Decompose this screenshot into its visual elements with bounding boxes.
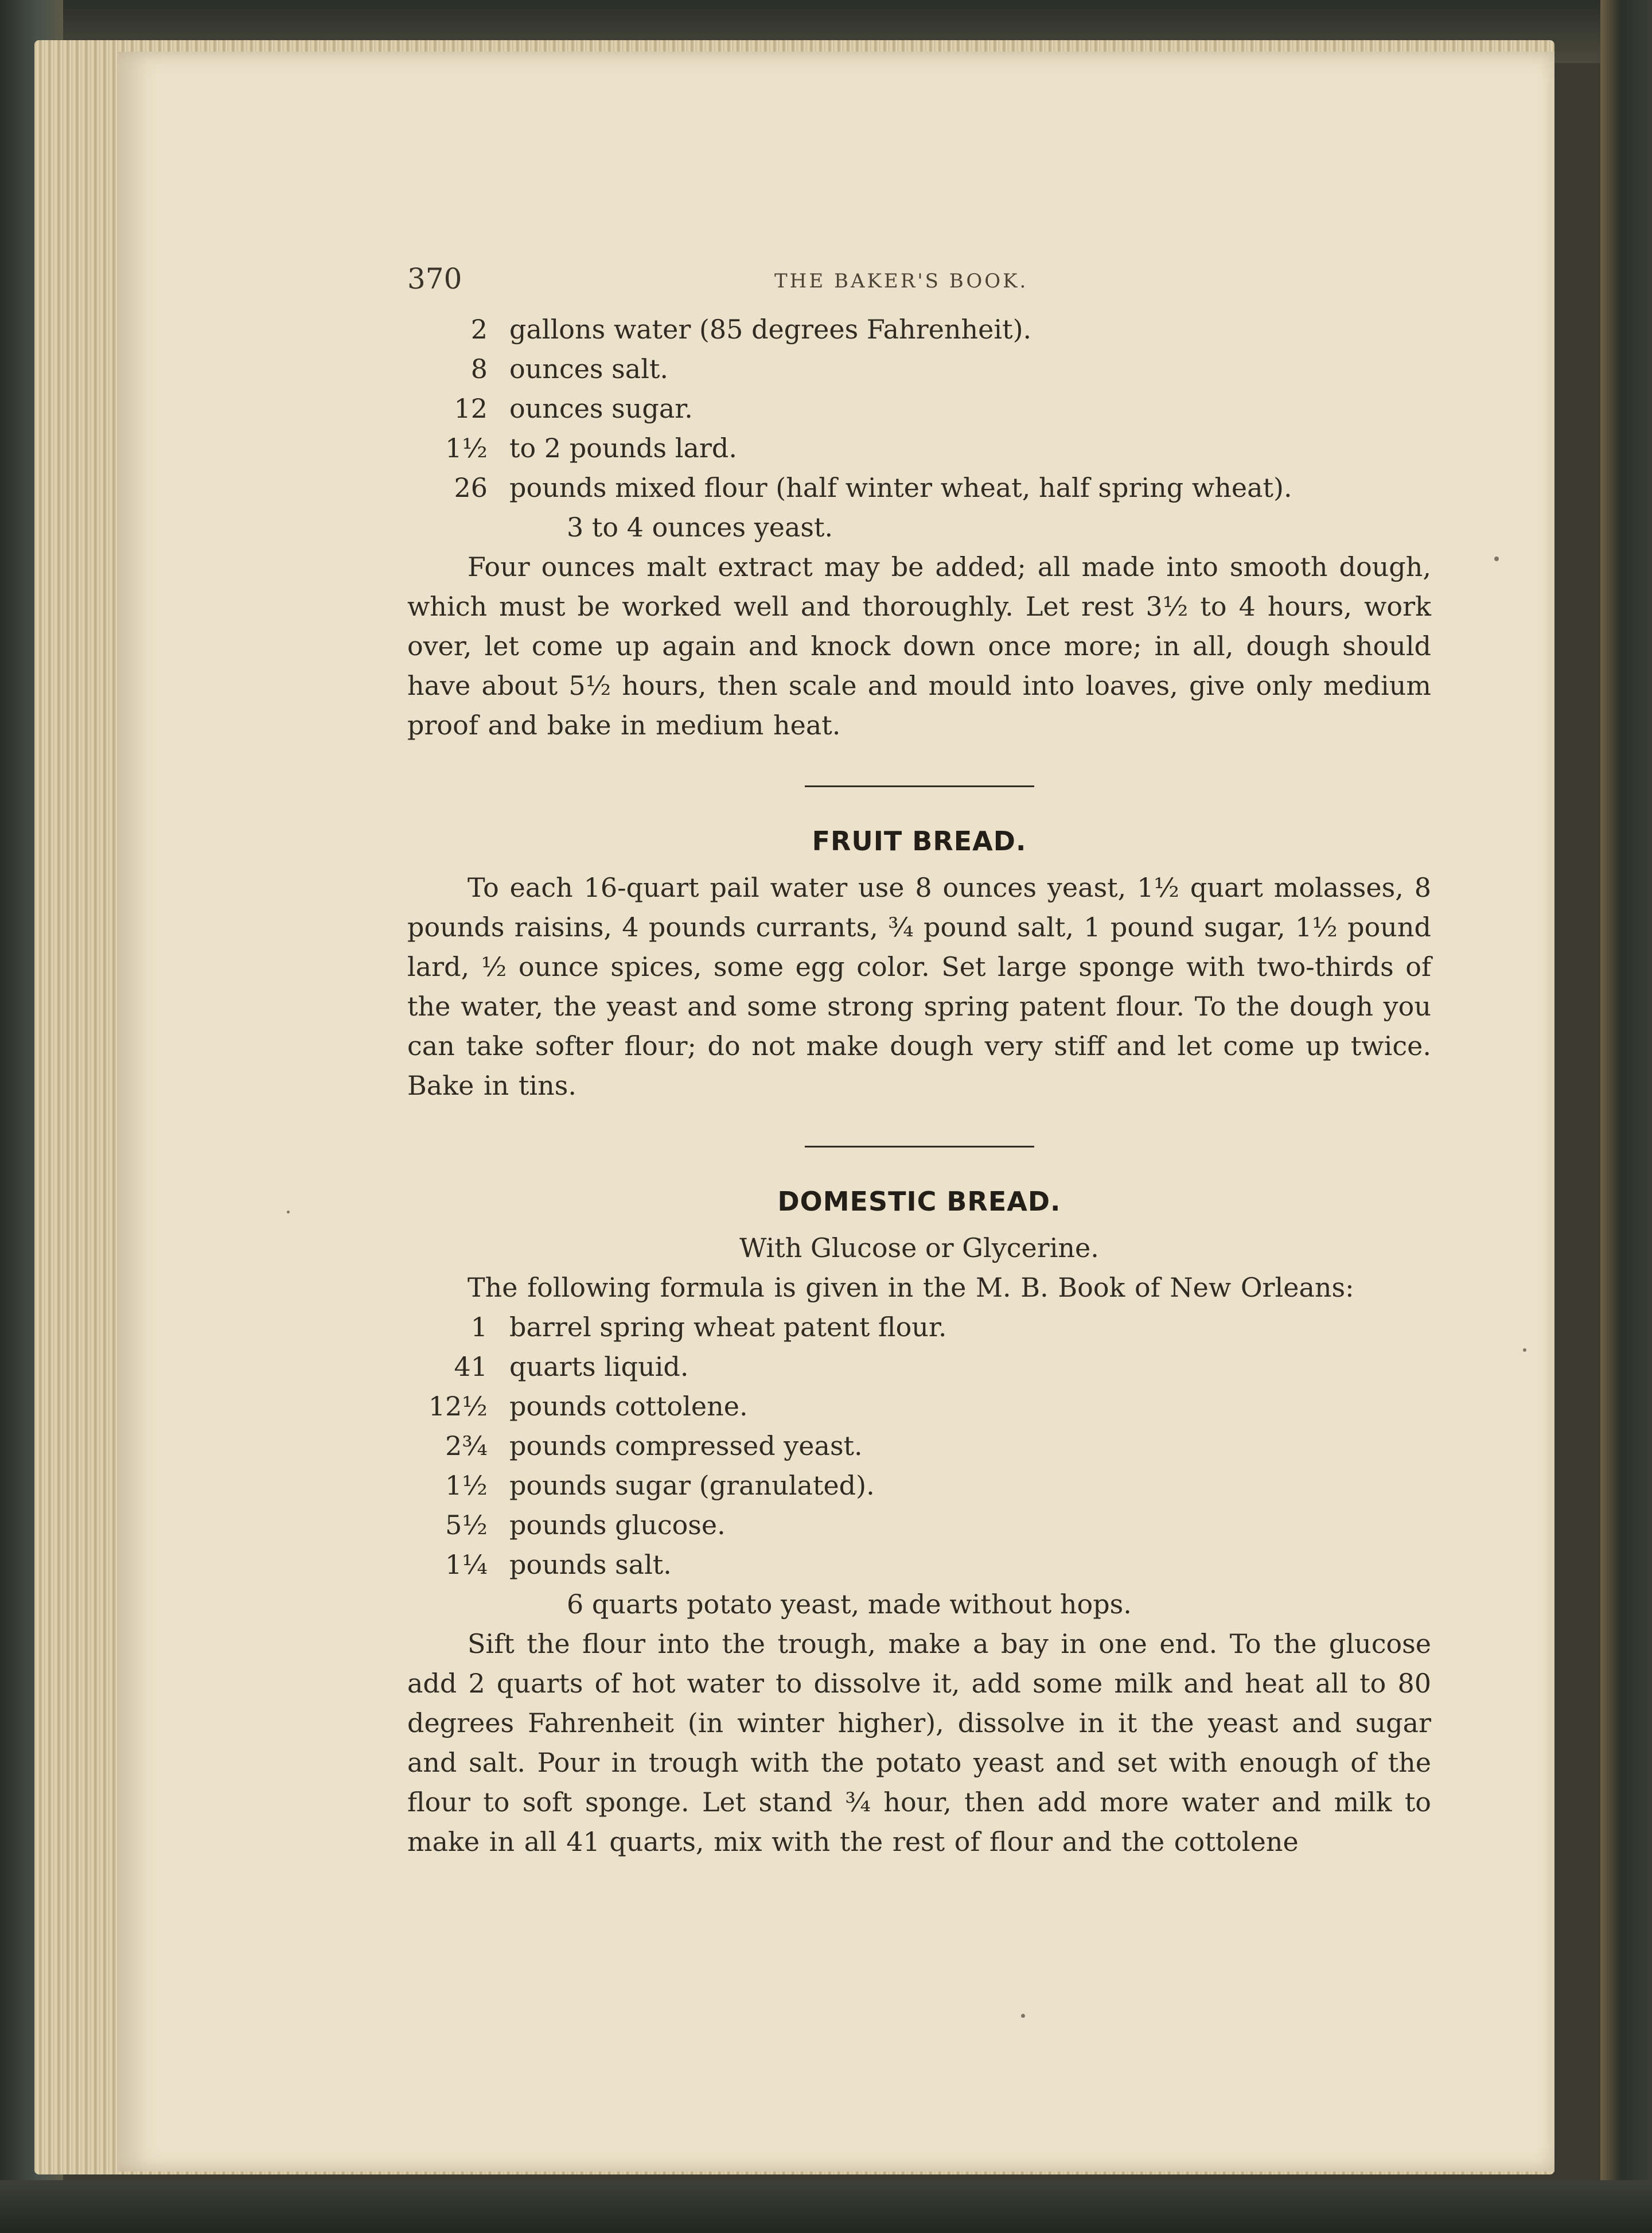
list-item bbox=[407, 1347, 1431, 1387]
item-text: to 2 pounds lard. bbox=[509, 433, 737, 464]
item-text: pounds salt. bbox=[509, 1549, 672, 1580]
item-quantity: 12 bbox=[454, 393, 488, 424]
paper-speck bbox=[1494, 557, 1499, 561]
item-quantity: 1 bbox=[470, 1312, 488, 1343]
item-quantity: 12½ bbox=[428, 1391, 488, 1422]
list-item bbox=[407, 1545, 1431, 1585]
item-text: pounds glucose. bbox=[509, 1510, 726, 1540]
fruit-bread-paragraph: To each 16-quart pail water use 8 ounces yeast, 1½ quart molasses, 8 pounds raisins, 4 pounds currants, ¾ pound salt, 1 pound sugar, 1½ pound lard, ½ ounce spices, some egg color. Set large sponge with two-thirds of the water, the yeast and some strong spring patent flour. To the dough you can take softer flour; do not make dough very stiff and let come up twice. Bake in tins. bbox=[407, 872, 1431, 1101]
section-divider bbox=[805, 785, 1034, 787]
list-item bbox=[407, 1585, 1431, 1624]
item-quantity: 2 bbox=[470, 314, 488, 345]
item-text: pounds compressed yeast. bbox=[509, 1430, 863, 1461]
paper-speck bbox=[287, 1211, 290, 1213]
list-item bbox=[407, 1308, 1431, 1347]
item-quantity: 1½ bbox=[445, 1470, 488, 1501]
method-paragraph: Four ounces malt extract may be added; all made into smooth dough, which must be worked well and thoroughly. Let rest 3½ to 4 hours, work over, let come up again and knock down once more; in all, dough should have about 5½ hours, then scale and mould into loaves, give only medium proof and bake in medium heat. bbox=[407, 551, 1431, 741]
ingredient-list bbox=[407, 1308, 1431, 1624]
section-divider bbox=[805, 1146, 1034, 1147]
item-quantity bbox=[407, 508, 567, 547]
list-item bbox=[407, 389, 1431, 429]
list-item bbox=[407, 468, 1431, 508]
running-header bbox=[407, 247, 1431, 310]
list-item bbox=[407, 429, 1431, 468]
book-cover-right bbox=[1600, 0, 1652, 2233]
running-title: THE BAKER'S BOOK. bbox=[774, 270, 1028, 293]
list-item bbox=[407, 349, 1431, 389]
item-text: 6 quarts potato yeast, made without hops. bbox=[567, 1589, 1132, 1620]
item-quantity: 2¾ bbox=[445, 1430, 488, 1461]
item-text: pounds cottolene. bbox=[509, 1391, 748, 1422]
item-text: ounces salt. bbox=[509, 353, 669, 384]
list-item bbox=[407, 1466, 1431, 1505]
paper-speck bbox=[1021, 2014, 1025, 2018]
item-quantity: 8 bbox=[470, 353, 488, 384]
book-cover-bottom bbox=[0, 2180, 1652, 2233]
section-subtitle: With Glucose or Glycerine. bbox=[739, 1232, 1099, 1263]
item-quantity bbox=[407, 1585, 567, 1624]
list-item bbox=[407, 508, 1431, 547]
list-item bbox=[407, 1505, 1431, 1545]
list-item bbox=[407, 1426, 1431, 1466]
section-title-domestic-bread: DOMESTIC BREAD. bbox=[777, 1186, 1061, 1217]
item-quantity: 1½ bbox=[445, 433, 488, 464]
item-quantity: 26 bbox=[454, 472, 488, 503]
item-quantity: 1¼ bbox=[445, 1549, 488, 1580]
item-text: pounds sugar (granulated). bbox=[509, 1470, 875, 1501]
page-number: 370 bbox=[407, 262, 462, 295]
list-item bbox=[407, 310, 1431, 349]
list-item bbox=[407, 1387, 1431, 1426]
item-text: gallons water (85 degrees Fahrenheit). bbox=[509, 314, 1032, 345]
paper-speck bbox=[1523, 1348, 1526, 1352]
formula-intro: The following formula is given in the M. B. Book of New Orleans: bbox=[467, 1272, 1354, 1303]
item-text: ounces sugar. bbox=[509, 393, 693, 424]
item-text: pounds mixed flour (half winter wheat, half spring wheat). bbox=[509, 472, 1292, 503]
ingredient-list bbox=[407, 310, 1431, 547]
page-content bbox=[407, 247, 1431, 1862]
item-quantity: 5½ bbox=[445, 1510, 488, 1540]
item-text: barrel spring wheat patent flour. bbox=[509, 1312, 947, 1343]
item-text: quarts liquid. bbox=[509, 1351, 689, 1382]
section-title-fruit-bread: FRUIT BREAD. bbox=[812, 826, 1027, 857]
item-text: 3 to 4 ounces yeast. bbox=[567, 512, 833, 543]
domestic-bread-paragraph: Sift the flour into the trough, make a bay in one end. To the glucose add 2 quarts of hot water to dissolve it, add some milk and heat all to 80 degrees Fahrenheit (in winter higher), dissolve in it the yeast and sugar and salt. Pour in trough with the potato yeast and set with enough of the flour to soft sponge. Let stand ¾ hour, then add more water and milk to make in all 41 quarts, mix with the rest of flour and the cottolene bbox=[407, 1628, 1431, 1857]
item-quantity: 41 bbox=[454, 1351, 488, 1382]
